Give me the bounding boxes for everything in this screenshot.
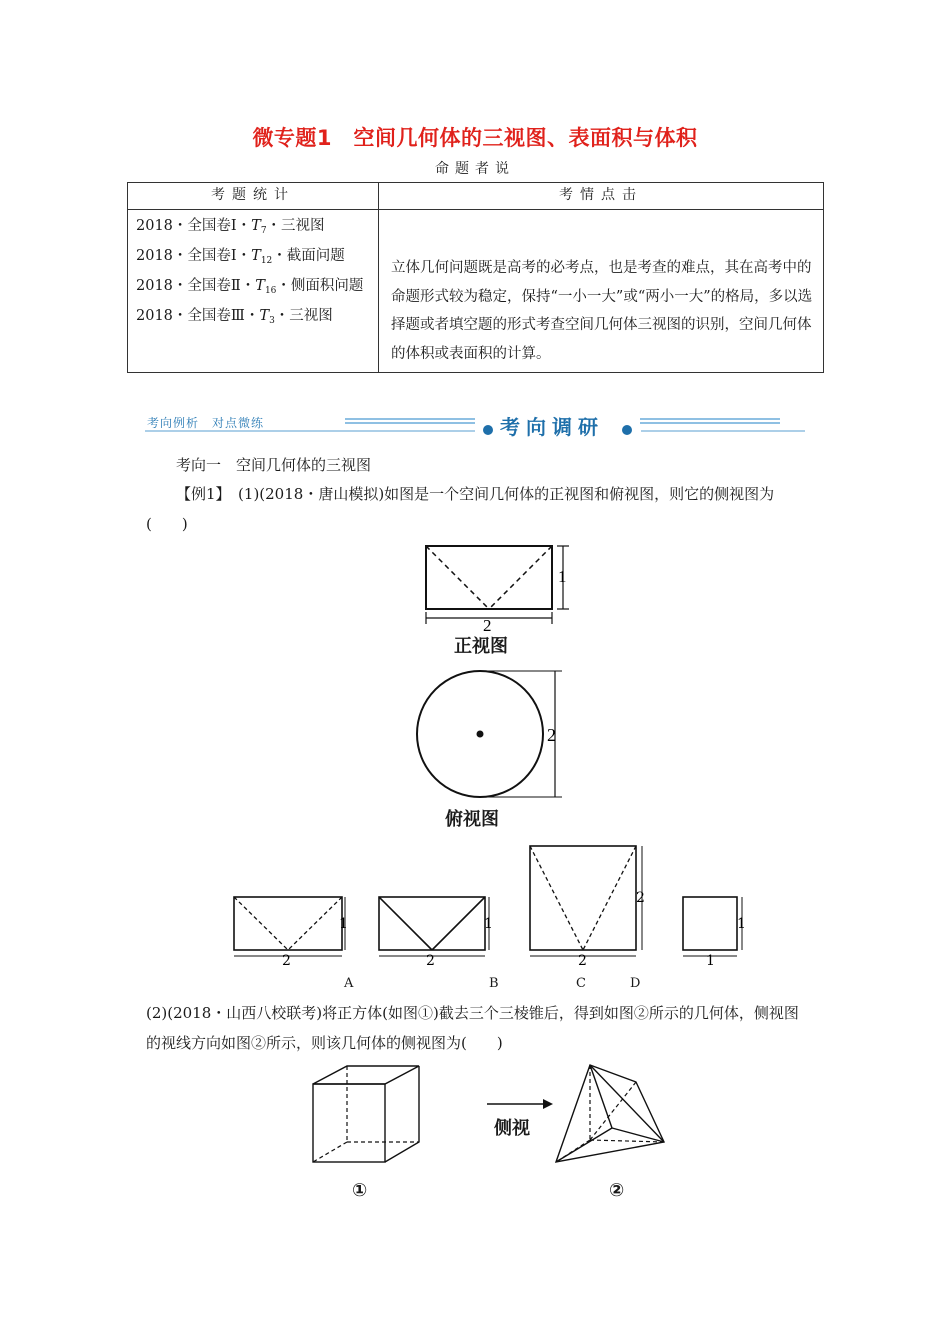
top-view-figure [410,664,570,804]
svg-text:2: 2 [636,890,645,906]
page-title: 微专题1 空间几何体的三视图、表面积与体积 [252,126,698,150]
band-decoration [145,408,810,440]
svg-text:1: 1 [484,916,493,932]
side-view-arrow-icon [485,1094,555,1114]
options-figures [228,840,768,970]
example1-part2-question: (2)(2018・山西八校联考)将正方体(如图①)截去三个三棱锥后，得到如图②所示的几何体，侧视图的视线方向如图②所示，则该几何体的侧视图为( ) [146,1004,799,1052]
stat-item: 2018・全国卷Ⅱ・$T_{16}$・侧面积问题 [136,278,364,296]
svg-text:2: 2 [282,953,291,969]
option-a-label: A [344,976,354,991]
band-left-text: 考向例析 对点微练 [147,416,265,430]
front-width-label: 2 [483,616,492,635]
example1-question: 【例1】 (1)(2018・唐山模拟)如图是一个空间几何体的正视图和俯视图，则它的侧视图为( ) [146,485,775,533]
svg-text:2: 2 [426,953,435,969]
front-view-figure [420,538,580,638]
analysis-cell: 立体几何问题既是高考的必考点，也是考查的难点，其在高考中的命题形式较为稳定，保持“一小一大”或“两小一大”的格局，多以选择题或者填空题的形式考查空间几何体三视图的识别，空间几何体的体积或表面积的计算。 [379,210,824,373]
svg-text:1: 1 [339,916,348,932]
table-header-stats: 考题统计 [128,183,379,210]
section-heading: 考向一 空间几何体的三视图 [176,456,372,474]
svg-text:1: 1 [737,916,746,932]
stat-item: 2018・全国卷Ⅰ・$T_{12}$・截面问题 [136,248,345,266]
top-diameter-label: 2 [547,725,556,745]
band-dot-icon [622,425,632,435]
figure-1-label: ① [352,1180,368,1201]
stat-item: 2018・全国卷Ⅰ・$T_7$・三视图 [136,218,325,236]
band-title: 考向调研 [500,415,604,439]
option-d-figure [683,897,746,969]
option-b-label: B [489,976,499,991]
option-c-label: C [576,976,586,991]
front-height-label: 1 [558,567,567,586]
solid-figure [548,1060,678,1170]
figure-2-label: ② [609,1180,625,1201]
stats-cell [128,210,379,373]
page-subtitle: 命题者说 [435,161,515,177]
svg-text:2: 2 [578,953,587,969]
option-b-figure [379,897,493,969]
side-view-label: 侧视 [494,1118,530,1139]
table-header-analysis: 考情点击 [379,183,824,210]
band-dot-icon [483,425,493,435]
svg-text:1: 1 [706,953,715,969]
option-a-figure [234,897,348,969]
cube-figure [305,1062,425,1172]
top-view-label: 俯视图 [445,809,499,830]
stat-item: 2018・全国卷Ⅲ・$T_3$・三视图 [136,308,333,326]
option-c-figure [530,846,645,969]
exam-info-table [127,182,824,373]
front-view-label: 正视图 [454,636,508,657]
option-d-label: D [630,976,641,991]
